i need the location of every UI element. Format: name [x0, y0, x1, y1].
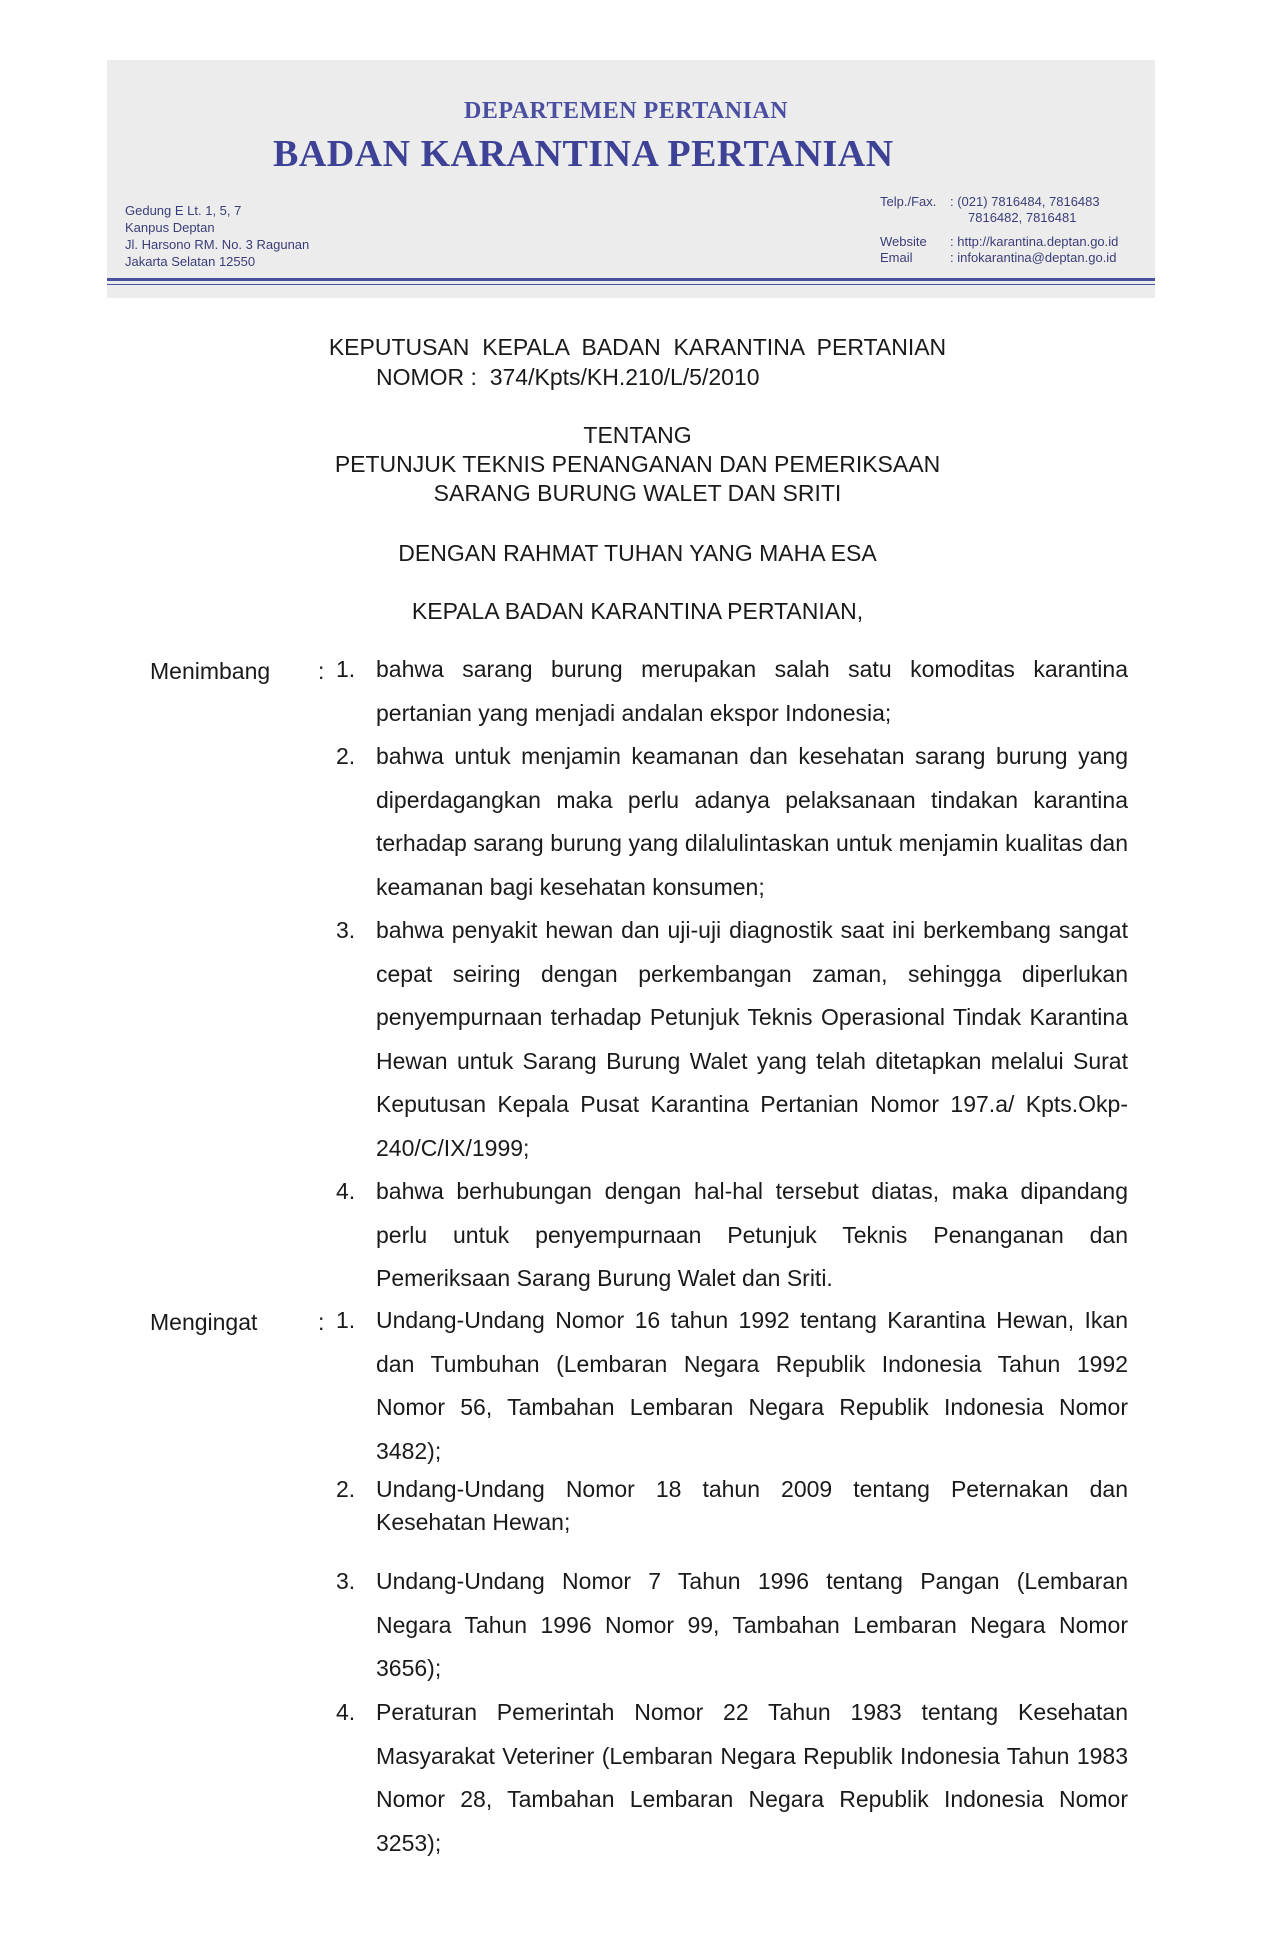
mengingat-item — [300, 1473, 1128, 1539]
website-value: : http://karantina.deptan.go.id — [950, 234, 1119, 249]
item-text: Undang-Undang Nomor 16 tahun 1992 tentang Karantina Hewan, Ikan dan Tumbuhan (Lembaran Negara Republik Indonesia Tahun 1992 Nomor 56, Tambahan Lembaran Negara Republik Indonesia Nomor 3482); — [376, 1307, 1128, 1464]
agency-name: BADAN KARANTINA PERTANIAN — [273, 133, 894, 175]
item-number: 2. — [336, 1476, 356, 1502]
email-label: Email — [880, 250, 913, 265]
mengingat-item — [300, 1691, 1128, 1865]
address-line: Jakarta Selatan 12550 — [125, 254, 256, 269]
item-number: 1. — [336, 1307, 356, 1333]
menimbang-colon: : — [318, 658, 325, 684]
item-number: 3. — [336, 917, 356, 943]
phone-label: Telp./Fax. — [880, 194, 937, 209]
mengingat-item — [300, 1299, 1128, 1473]
menimbang-item — [300, 648, 1128, 735]
website-label: Website — [880, 234, 927, 249]
about-label: TENTANG — [583, 422, 692, 448]
letterhead-rule-thin — [107, 284, 1155, 285]
item-number: 4. — [336, 1699, 356, 1725]
item-text: bahwa untuk menjamin keamanan dan kesehatan sarang burung yang diperdagangkan maka perlu adanya pelaksanaan tindakan karantina terhadap sarang burung yang dilalulintaskan untuk menjamin kualitas dan keamanan bagi kesehatan konsumen; — [376, 743, 1128, 900]
decree-subject-line-2: SARANG BURUNG WALET DAN SRITI — [433, 480, 842, 506]
item-number: 1. — [336, 656, 356, 682]
item-text: bahwa sarang burung merupakan salah satu komoditas karantina pertanian yang menjadi andalan ekspor Indonesia; — [376, 656, 1128, 726]
email-value: : infokarantina@deptan.go.id — [950, 250, 1117, 265]
decree-subject-line-1: PETUNJUK TEKNIS PENANGANAN DAN PEMERIKSAAN — [334, 451, 941, 477]
menimbang-label: Menimbang — [150, 658, 271, 684]
address-line: Gedung E Lt. 1, 5, 7 — [125, 203, 242, 218]
phone-value-2: 7816482, 7816481 — [968, 210, 1077, 225]
item-number: 4. — [336, 1178, 356, 1204]
item-text: Peraturan Pemerintah Nomor 22 Tahun 1983 tentang Kesehatan Masyarakat Veteriner (Lembaran Negara Republik Indonesia Tahun 1983 Nomor 28, Tambahan Lembaran Negara Republik Indonesia Nomor 3253); — [376, 1699, 1128, 1856]
letterhead — [107, 60, 1155, 298]
letterhead-rule — [107, 278, 1155, 281]
decree-heading: KEPUTUSAN KEPALA BADAN KARANTINA PERTANIAN — [328, 334, 947, 360]
phone-value: : (021) 7816484, 7816483 — [950, 194, 1100, 209]
item-number: 2. — [336, 743, 356, 769]
blessing-line: DENGAN RAHMAT TUHAN YANG MAHA ESA — [398, 540, 877, 566]
item-text: Undang-Undang Nomor 7 Tahun 1996 tentang Pangan (Lembaran Negara Tahun 1996 Nomor 99, Tambahan Lembaran Negara Nomor 3656); — [376, 1568, 1128, 1681]
item-number: 3. — [336, 1568, 356, 1594]
phone-row-2 — [880, 210, 1118, 226]
item-text: bahwa penyakit hewan dan uji-uji diagnostik saat ini berkembang sangat cepat seiring dengan perkembangan zaman, sehingga diperlukan penyempurnaan terhadap Petunjuk Teknis Operasional Tindak Karantina Hewan untuk Sarang Burung Walet yang telah ditetapkan melalui Surat Keputusan Kepala Pusat Karantina Pertanian Nomor 197.a/ Kpts.Okp-240/C/IX/1999; — [376, 917, 1128, 1161]
item-text: bahwa berhubungan dengan hal-hal tersebut diatas, maka dipandang perlu untuk penyempurnaan Petunjuk Teknis Penanganan dan Pemeriksaan Sarang Burung Walet dan Sriti. — [376, 1178, 1128, 1291]
issuer-line: KEPALA BADAN KARANTINA PERTANIAN, — [411, 598, 864, 624]
website-row — [880, 234, 1118, 250]
address-line: Kanpus Deptan — [125, 220, 215, 235]
mengingat-colon: : — [318, 1309, 325, 1335]
item-text: Undang-Undang Nomor 18 tahun 2009 tentang Peternakan dan Kesehatan Hewan; — [376, 1476, 1128, 1535]
menimbang-item — [300, 909, 1128, 1170]
email-row — [880, 250, 1118, 266]
agency-contact — [880, 194, 1118, 266]
decree-number: NOMOR : 374/Kpts/KH.210/L/5/2010 — [376, 364, 760, 390]
mengingat-label: Mengingat — [150, 1309, 258, 1335]
agency-address — [125, 202, 309, 270]
department-name: DEPARTEMEN PERTANIAN — [464, 98, 789, 124]
phone-row — [880, 194, 1118, 210]
address-line: Jl. Harsono RM. No. 3 Ragunan — [125, 237, 310, 252]
mengingat-item — [300, 1560, 1128, 1691]
menimbang-item — [300, 1170, 1128, 1301]
menimbang-item — [300, 735, 1128, 909]
